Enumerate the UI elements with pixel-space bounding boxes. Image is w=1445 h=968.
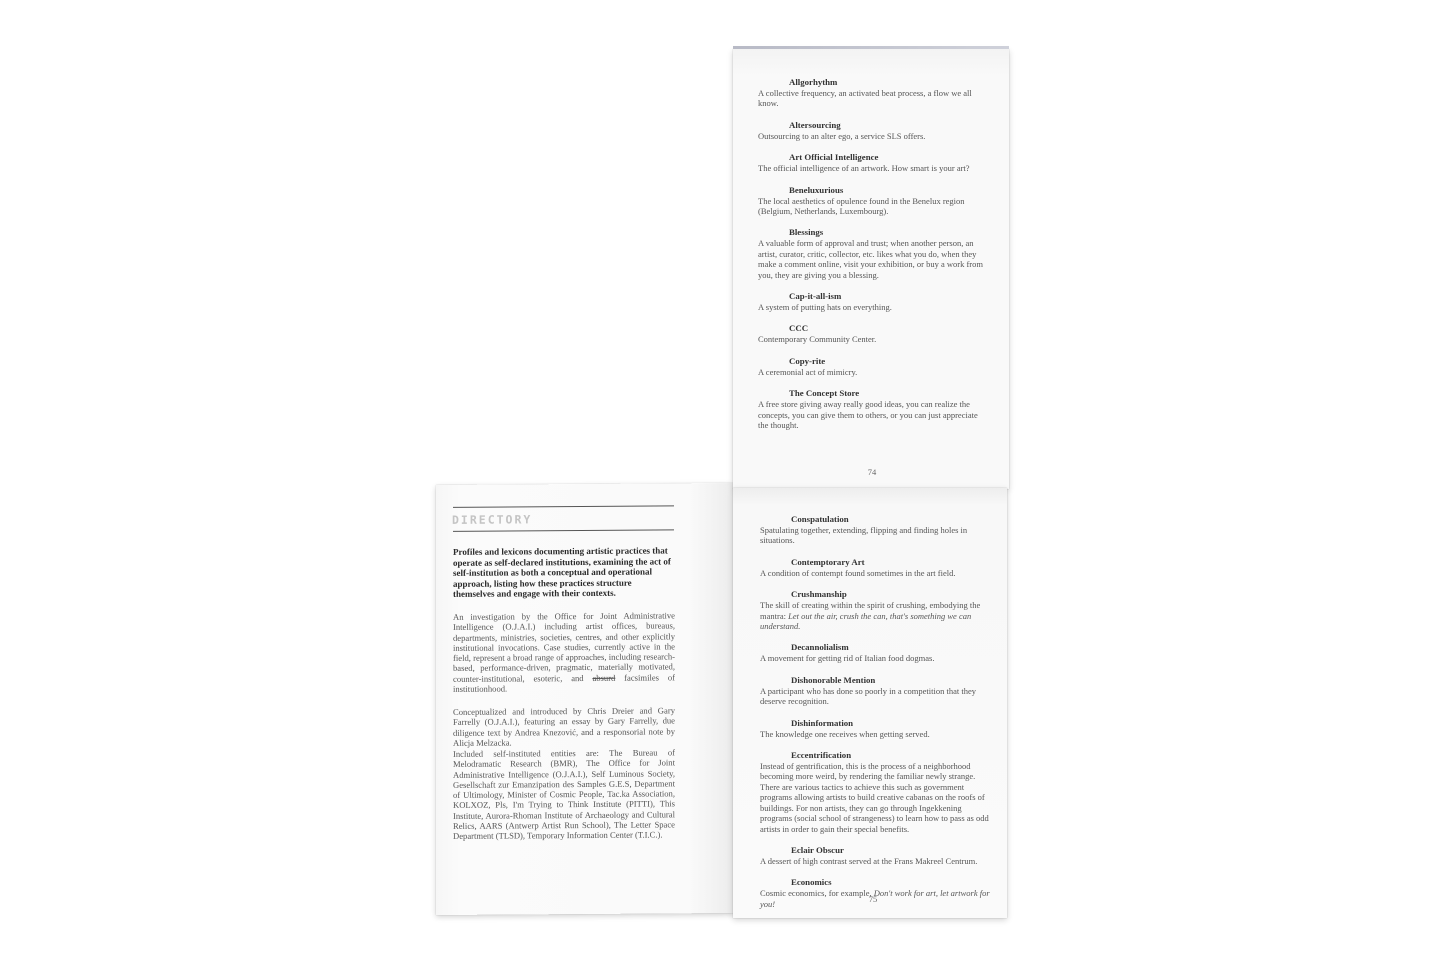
glossary-entry xyxy=(760,514,992,546)
glossary-term: Eccentrification xyxy=(791,750,852,761)
glossary-term: Dishonorable Mention xyxy=(791,674,876,685)
glossary-term: Contemptorary Art xyxy=(791,556,865,567)
glossary-entry xyxy=(758,227,988,280)
definition-text: Instead of gentrification, this is the process of a neighborhood becoming more weird, by rendering the familiar newly strange. There are various tactics to achieve this such as government programs allowing artists to build creative cabanas on the roofs of buildings. For non artists, they can go through Ingekkening programs (social school of strangeness) to learn how to pass as odd artists in order to gain their special benefits. xyxy=(760,761,989,834)
page-number-75: 75 xyxy=(868,894,878,904)
entities-paragraph: Included self-instituted entities are: The Bureau of Melodramatic Research (BMR), The Office for Joint Administrative Intelligence (O.J.A.I.), Self Luminous Society, Gesellschaft zur Emanzipation des Samples G.E.S, Department of Ultimology, Minister of Cosmic People, Tac.ka Association, KOLXOZ, Pls, I'm Trying to Think Institute (PITTI), This Institute, Aurora-Rhoman Institute of Archaeology and Cultural Relics, AARS (Antwerp Artist Run School), The Letter Space Department (TLSD), Temporary Information Center (T.I.C.). xyxy=(453,747,675,842)
glossary-entry xyxy=(758,185,988,217)
definition-text: Outsourcing to an alter ego, a service SLS offers. xyxy=(758,130,926,141)
glossary-term: Decannolialism xyxy=(791,642,849,653)
glossary-term: Blessings xyxy=(789,227,824,238)
glossary-term: Economics xyxy=(791,877,832,888)
glossary-entry xyxy=(760,845,992,866)
glossary-entry xyxy=(758,77,988,109)
booklet-left-page xyxy=(436,483,734,915)
glossary-entry xyxy=(760,642,992,663)
glossary-list-top xyxy=(758,77,988,442)
definition-text: Spatulating together, extending, flipping and finding holes in situations. xyxy=(760,525,968,546)
glossary-entry xyxy=(760,675,992,707)
definition-text: Cosmic economics, for example, xyxy=(760,888,874,899)
glossary-term: Altersourcing xyxy=(789,119,841,130)
glossary-term: Allgorhythm xyxy=(789,77,838,87)
glossary-definition xyxy=(760,856,992,866)
glossary-entry xyxy=(758,152,988,173)
glossary-entry xyxy=(758,291,988,312)
glossary-entry xyxy=(758,356,988,377)
glossary-term: Conspatulation xyxy=(791,514,849,524)
glossary-definition xyxy=(758,196,988,217)
directory-title: DIRECTORY xyxy=(452,512,533,527)
definition-text: A movement for getting rid of Italian food dogmas. xyxy=(760,653,935,664)
glossary-definition xyxy=(758,131,988,141)
glossary-term: CCC xyxy=(789,323,809,334)
glossary-entry xyxy=(760,557,992,578)
glossary-term: Dishinformation xyxy=(791,717,854,728)
glossary-definition xyxy=(758,88,988,109)
page-number-74: 74 xyxy=(867,467,877,477)
glossary-definition xyxy=(758,302,988,312)
definition-text: The knowledge one receives when getting served. xyxy=(760,728,930,739)
glossary-entry xyxy=(760,750,992,834)
glossary-list-bottom xyxy=(760,514,992,920)
definition-text: Contemporary Community Center. xyxy=(758,334,877,345)
glossary-term: Copy-rite xyxy=(789,355,826,366)
glossary-definition xyxy=(758,399,988,430)
definition-text: A dessert of high contrast served at the Frans Makreel Centrum. xyxy=(760,855,978,866)
investigation-text-a: An investigation by the Office for Joint Administrative Intelligence (O.J.A.I.) including artist offices, bureaus, departments, ministries, societies, centres, and other explicitly institutional invocations. Case studies, currently active in the field, represent a broad range of approaches, including research-based, performance-driven, pragmatic, materially motivated, counter-institutional, esoteric, and xyxy=(453,610,675,684)
glossary-definition xyxy=(760,686,992,707)
glossary-definition xyxy=(758,163,988,173)
glossary-entry xyxy=(758,388,988,430)
definition-text: The official intelligence of an artwork. How smart is your art? xyxy=(758,163,970,174)
credits-paragraph: Conceptualized and introduced by Chris Dreier and Gary Farrelly (O.J.A.I.), featuring an essay by Gary Farrelly, due diligence text by Andrea Knezović, and a responsorial note by Alicja Melzacka. xyxy=(453,705,675,748)
glossary-entry xyxy=(758,323,988,344)
glossary-term: Crushmanship xyxy=(791,589,847,600)
lead-paragraph: Profiles and lexicons documenting artistic practices that operate as self-declared institutions, examining the act of self-institution as both a conceptual and operational approach, listing how these practices structure themselves and engage with their contexts. xyxy=(453,545,671,600)
definition-text: A free store giving away really good ideas, you can realize the concepts, you can give them to others, or you can just appreciate the thought. xyxy=(758,399,978,431)
glossary-definition xyxy=(760,568,992,578)
definition-text: A valuable form of approval and trust; when another person, an artist, curator, critic, collector, etc. likes what you do, when they make a comment online, visit your exhibition, or buy a work from you, they are giving you a blessing. xyxy=(758,238,983,280)
title-rule-bottom xyxy=(453,529,674,532)
glossary-definition xyxy=(760,653,992,663)
investigation-text-b: facsimiles of institutionhood. xyxy=(453,672,676,694)
title-rule-top xyxy=(453,505,674,508)
glossary-term: Art Official Intelligence xyxy=(789,152,879,163)
glossary-definition xyxy=(758,334,988,344)
glossary-definition xyxy=(758,367,988,377)
glossary-term: Eclair Obscur xyxy=(791,844,844,855)
glossary-term: Beneluxurious xyxy=(789,184,844,195)
glossary-definition xyxy=(758,238,988,280)
glossary-definition xyxy=(760,761,992,834)
strikethrough-word: absurd xyxy=(592,672,616,683)
definition-text: A ceremonial act of mimicry. xyxy=(758,366,858,377)
glossary-definition xyxy=(760,525,992,546)
definition-text: A collective frequency, an activated beat process, a flow we all know. xyxy=(758,88,972,109)
definition-italic-text: Don't work for art, let artwork for you! xyxy=(760,888,990,909)
definition-text: A participant who has done so poorly in a competition that they deserve recognition. xyxy=(760,685,976,707)
glossary-entry xyxy=(760,718,992,739)
glossary-term: The Concept Store xyxy=(789,388,860,399)
investigation-paragraph xyxy=(453,610,675,694)
glossary-entry xyxy=(758,120,988,141)
definition-italic-text: Let out the air, crush the can, that's something we can understand. xyxy=(760,610,972,632)
glossary-entry xyxy=(760,589,992,631)
definition-text: The skill of creating within the spirit of crushing, embodying the mantra: xyxy=(760,600,981,621)
glossary-page-74 xyxy=(733,49,1009,489)
glossary-definition xyxy=(760,729,992,739)
definition-text: The local aesthetics of opulence found in the Benelux region (Belgium, Netherlands, Luxembourg). xyxy=(758,195,965,217)
glossary-definition xyxy=(760,600,992,631)
definition-text: A system of putting hats on everything. xyxy=(758,302,892,313)
glossary-page-75 xyxy=(733,488,1007,918)
glossary-term: Cap-it-all-ism xyxy=(789,291,842,302)
definition-text: A condition of contempt found sometimes in the art field. xyxy=(760,567,956,578)
